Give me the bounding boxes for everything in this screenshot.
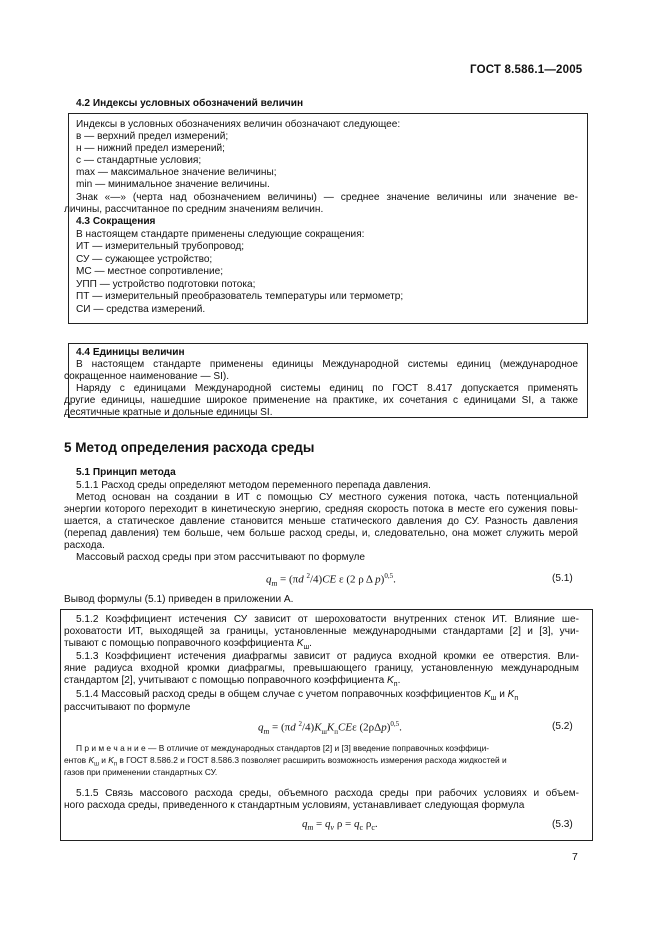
s512-line-3: тывают с помощью поправочного коэффициента $K_ш$. [64, 638, 312, 652]
formula-derivation-note: Вывод формулы (5.1) приведен в приложении А. [64, 594, 294, 605]
s43-line-6: ПТ — измерительный преобразователь температуры или термометр; [76, 291, 404, 302]
s5-line-2: Метод основан на создании в ИТ с помощью СУ местного сужения потока, часть потенциальной [76, 492, 578, 503]
note-line-1: П р и м е ч а н и е — В отличие от международных стандартов [2] и [3] введение поправочных коэффици- [76, 743, 490, 753]
s512-line-2: роховатости ИТ, выходящей за границы, установленные международными стандартами [2] и [3], учи- [64, 626, 579, 637]
s42-line-5: max — максимальное значение величины; [76, 167, 277, 178]
equation-number-5-2: (5.2) [552, 721, 573, 732]
s512-line-1: 5.1.2 Коэффициент истечения СУ зависит от шероховатости внутренних стенок ИТ. Влияние ше- [76, 614, 579, 625]
s43-line-7: СИ — средства измерений. [76, 304, 206, 315]
formula-5-1: $q_m = (\pi d$ $^2$/4)CE ε (2 ρ Δ p)$^{0,5}$. [266, 572, 396, 588]
s42-line-3: н — нижний предел измерений; [76, 143, 225, 154]
page-number: 7 [572, 851, 578, 863]
s42-line-2: в — верхний предел измерений; [76, 131, 229, 142]
s5-line-4: шается, а статическое давление становится меньше статического давления до СУ. Разность давления [64, 516, 578, 527]
s43-line-2: ИТ — измерительный трубопровод; [76, 241, 245, 252]
s43-line-3: СУ — сужающее устройство; [76, 254, 213, 265]
s514-line-2: рассчитывают по формуле [64, 702, 191, 713]
s43-line-4: МС — местное сопротивление; [76, 266, 223, 277]
s44-line-2: сокращенное наименование — SI). [64, 371, 230, 382]
s44-line-5: десятичные кратные и дольные единицы SI. [64, 407, 273, 418]
s44-line-4: другие единицы, нашедшие широкое применение на практике, их сочетания с единицами SI, а также [64, 395, 578, 406]
formula-5-2: $q_m = (\pi d$ $^2/4)K_шK_пCE\varepsilon$ $(2\rho\Delta p)^{0,5}$. [258, 720, 402, 736]
s42-line-8: личины, рассчитанное по средним значениям величин. [64, 204, 324, 215]
s5-line-5: (перепад давления) тем больше, чем больше расход среды, и, следовательно, она может служить мерой [64, 528, 578, 539]
s5-line-3: энергии которого переходит в кинетическую энергию, средняя скорость потока в месте его сужения повы- [64, 504, 578, 515]
note-line-2: ентов $K_ш$ и $K_п$ в ГОСТ 8.586.2 и ГОСТ 8.586.3 позволяет расширить возможность измерения расхода жидкостей и [64, 755, 507, 768]
equation-number-5-1: (5.1) [552, 573, 573, 584]
s42-line-7: Знак «—» (черта над обозначением величины) — среднее значение величины или значение ве- [76, 192, 578, 203]
section-4-2-heading: 4.2 Индексы условных обозначений величин [76, 98, 304, 109]
s43-line-1: В настоящем стандарте применены следующие сокращения: [76, 229, 365, 240]
s42-line-4: с — стандартные условия; [76, 155, 202, 166]
formula-5-3: $q_m = q_v$ $\rho = q_с$ $\rho_с$. [302, 818, 378, 833]
note-line-3: газов при применении стандартных СУ. [64, 767, 218, 777]
s513-line-2: яние радиуса входной кромки диафрагмы, превышающего границу, установленную международным [64, 663, 579, 674]
s44-line-1: В настоящем стандарте применены единицы Международной системы единиц (международное [76, 359, 578, 370]
s514-line-1: 5.1.4 Массовый расход среды в общем случае с учетом поправочных коэффициентов $K_ш$ и $K_п$ [76, 689, 519, 703]
s5-line-7: Массовый расход среды при этом рассчитывают по формуле [76, 552, 366, 563]
s513-line-3: стандартом [2], учитывают с помощью поправочного коэффициента $K_п$. [64, 675, 401, 689]
section-4-4-heading: 4.4 Единицы величин [76, 347, 185, 358]
section-5-heading: 5 Метод определения расхода среды [64, 440, 315, 455]
s42-line-6: min — минимальное значение величины. [76, 179, 270, 190]
s5-line-1: 5.1.1 Расход среды определяют методом переменного перепада давления. [76, 480, 431, 491]
s5-line-6: расхода. [64, 540, 105, 551]
s43-line-5: УПП — устройство подготовки потока; [76, 279, 256, 290]
s42-line-1: Индексы в условных обозначениях величин обозначают следующее: [76, 119, 401, 130]
section-4-3-heading: 4.3 Сокращения [76, 216, 156, 227]
section-5-1-heading: 5.1 Принцип метода [76, 467, 176, 478]
s44-line-3: Наряду с единицами Международной системы единиц по ГОСТ 8.417 допускается применять [76, 383, 578, 394]
equation-number-5-3: (5.3) [552, 819, 573, 830]
s515-line-2: ного расхода среды, приведенного к стандартным условиям, устанавливает следующая формула [64, 800, 525, 811]
document-code-header: ГОСТ 8.586.1—2005 [470, 64, 583, 76]
s515-line-1: 5.1.5 Связь массового расхода среды, объемного расхода среды при рабочих условиях и объем- [76, 788, 579, 799]
s513-line-1: 5.1.3 Коэффициент истечения диафрагмы зависит от радиуса входной кромки ее отверстия. Вли- [76, 651, 579, 662]
